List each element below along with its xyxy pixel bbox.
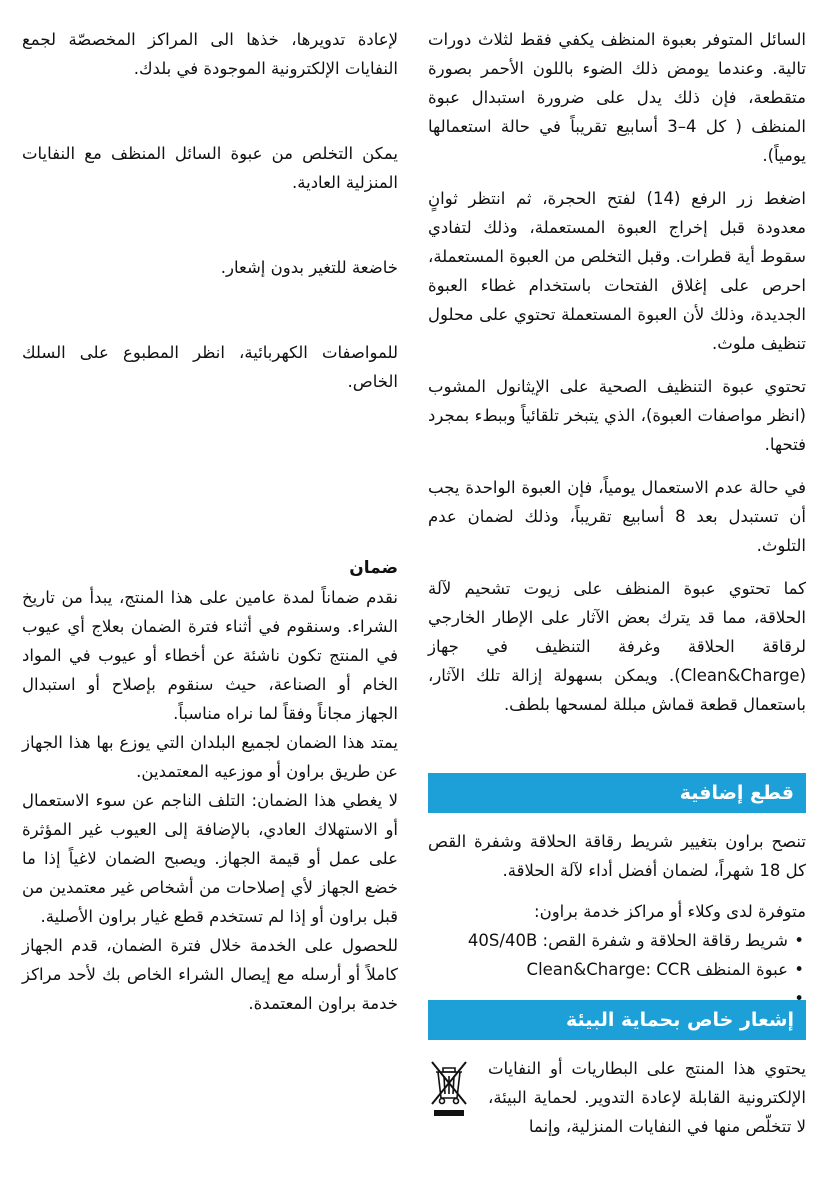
- environment-text: يحتوي هذا المنتج على البطاريات أو النفايات الإلكترونية القابلة لإعادة التدوير. لحماية البيئة، لا تتخلّص منها في النفايات المنزلية، وإنما: [488, 1059, 806, 1136]
- accessories-intro: تنصح براون بتغيير شريط رقاقة الحلاقة وشفرة القص كل 18 شهراً، لضمان أفضل أداء لآلة الحلاقة.: [428, 832, 806, 880]
- warranty-paragraph: للحصول على الخدمة خلال فترة الضمان، قدم الجهاز كاملاً أو أرسله مع إيصال الشراء الخاص بك لأحد مراكز خدمة براون المعتمدة.: [22, 936, 398, 1013]
- environment-heading: إشعار خاص بحماية البيئة: [428, 1000, 806, 1040]
- right-column: [428, 25, 806, 1141]
- warranty-paragraph: نقدم ضماناً لمدة عامين على هذا المنتج، يبدأ من تاريخ الشراء. وسنقوم في أثناء فترة الضمان بعلاج أي عيوب في المنتج تكون ناشئة عن أخطاء أو عيوب في المواد الخام أو الصناعة، حيث سنقوم بإصلاح أو استبدال الجهاز مجاناً وفقاً لما نراه مناسباً.: [22, 588, 398, 723]
- lubricant-paragraph: كما تحتوي عبوة المنظف على زيوت تشحيم لآلة الحلاقة، مما قد يترك بعض الآثار على الإطار الخارجي لرقاقة الحلاقة وغرفة التنظيف في جهاز (Clean&Charge). ويمكن بسهولة إزالة تلك الآثار، باستعمال قطعة قماش مبللة لمسحها بلطف.: [428, 579, 806, 714]
- list-item: • شريط رقاقة الحلاقة و شفرة القص: 40S/40B: [428, 926, 806, 955]
- recycling-paragraph: لإعادة تدويرها، خذها الى المراكز المخصصّة لجمع النفايات الإلكترونية الموجودة في بلدك.: [22, 30, 398, 78]
- non-daily-use-paragraph: في حالة عدم الاستعمال يومياً، فإن العبوة الواحدة يجب أن تستبدل بعد 8 أسابيع تقريباً، وذلك لضمان عدم التلوث.: [428, 478, 806, 555]
- accessories-availability: متوفرة لدى وكلاء أو مراكز خدمة براون:: [534, 902, 806, 921]
- accessories-heading: قطع إضافية: [428, 773, 806, 813]
- list-item: • عبوة المنظف Clean&Charge: CCR: [428, 955, 806, 984]
- accessories-list: [428, 926, 806, 984]
- electrical-specs-paragraph: للمواصفات الكهربائية، انظر المطبوع على السلك الخاص.: [22, 343, 398, 391]
- warranty-paragraph: يمتد هذا الضمان لجميع البلدان التي يوزع بها هذا الجهاز عن طريق براون أو موزعيه المعتمدين.: [22, 733, 398, 781]
- environment-notice: [428, 1054, 806, 1141]
- cleaner-cartridge-paragraph: السائل المتوفر بعبوة المنظف يكفي فقط لثلاث دورات تالية. وعندما يومض ذلك الضوء باللون الأحمر بصورة متقطعة، فإن ذلك يدل على ضرورة استبدال عبوة المنظف ( كل 4–3 أسابيع تقريباً في حالة استعمالها يومياً).: [428, 30, 806, 165]
- left-column: [22, 25, 398, 1018]
- ethanol-paragraph: تحتوي عبوة التنظيف الصحية على الإيثانول المشوب (انظر مواصفات العبوة)، الذي يتبخر تلقائياً وببطء بمجرد فتحها.: [428, 377, 806, 454]
- disposal-paragraph: يمكن التخلص من عبوة السائل المنظف مع النفايات المنزلية العادية.: [22, 144, 398, 192]
- warranty-paragraph: لا يغطي هذا الضمان: التلف الناجم عن سوء الاستعمال أو الاستهلاك العادي، بالإضافة إلى العيوب غير المؤثرة على عمل أو قيمة الجهاز. ويصبح الضمان لاغياً إذا ما خضع الجهاز لأي إصلاحات من أشخاص غير معتمدين من قبل براون أو إذا لم تستخدم قطع غيار براون الأصلية.: [22, 791, 398, 926]
- subject-to-change-paragraph: خاضعة للتغير بدون إشعار.: [220, 258, 398, 277]
- cartridge-removal-paragraph: اضغط زر الرفع (14) لفتح الحجرة، ثم انتظر ثوانٍ معدودة قبل إخراج العبوة المستعملة، وذلك لتفادي سقوط أية قطرات. وقبل التخلص من العبوة المستعملة، احرص على إغلاق الفتحات باستخدام غطاء العبوة الجديدة، وذلك لأن العبوة المستعملة تحتوي على محلول تنظيف ملوث.: [428, 189, 806, 353]
- crossed-out-wheelie-bin-icon: [428, 1058, 470, 1127]
- warranty-heading: ضمان: [349, 558, 398, 578]
